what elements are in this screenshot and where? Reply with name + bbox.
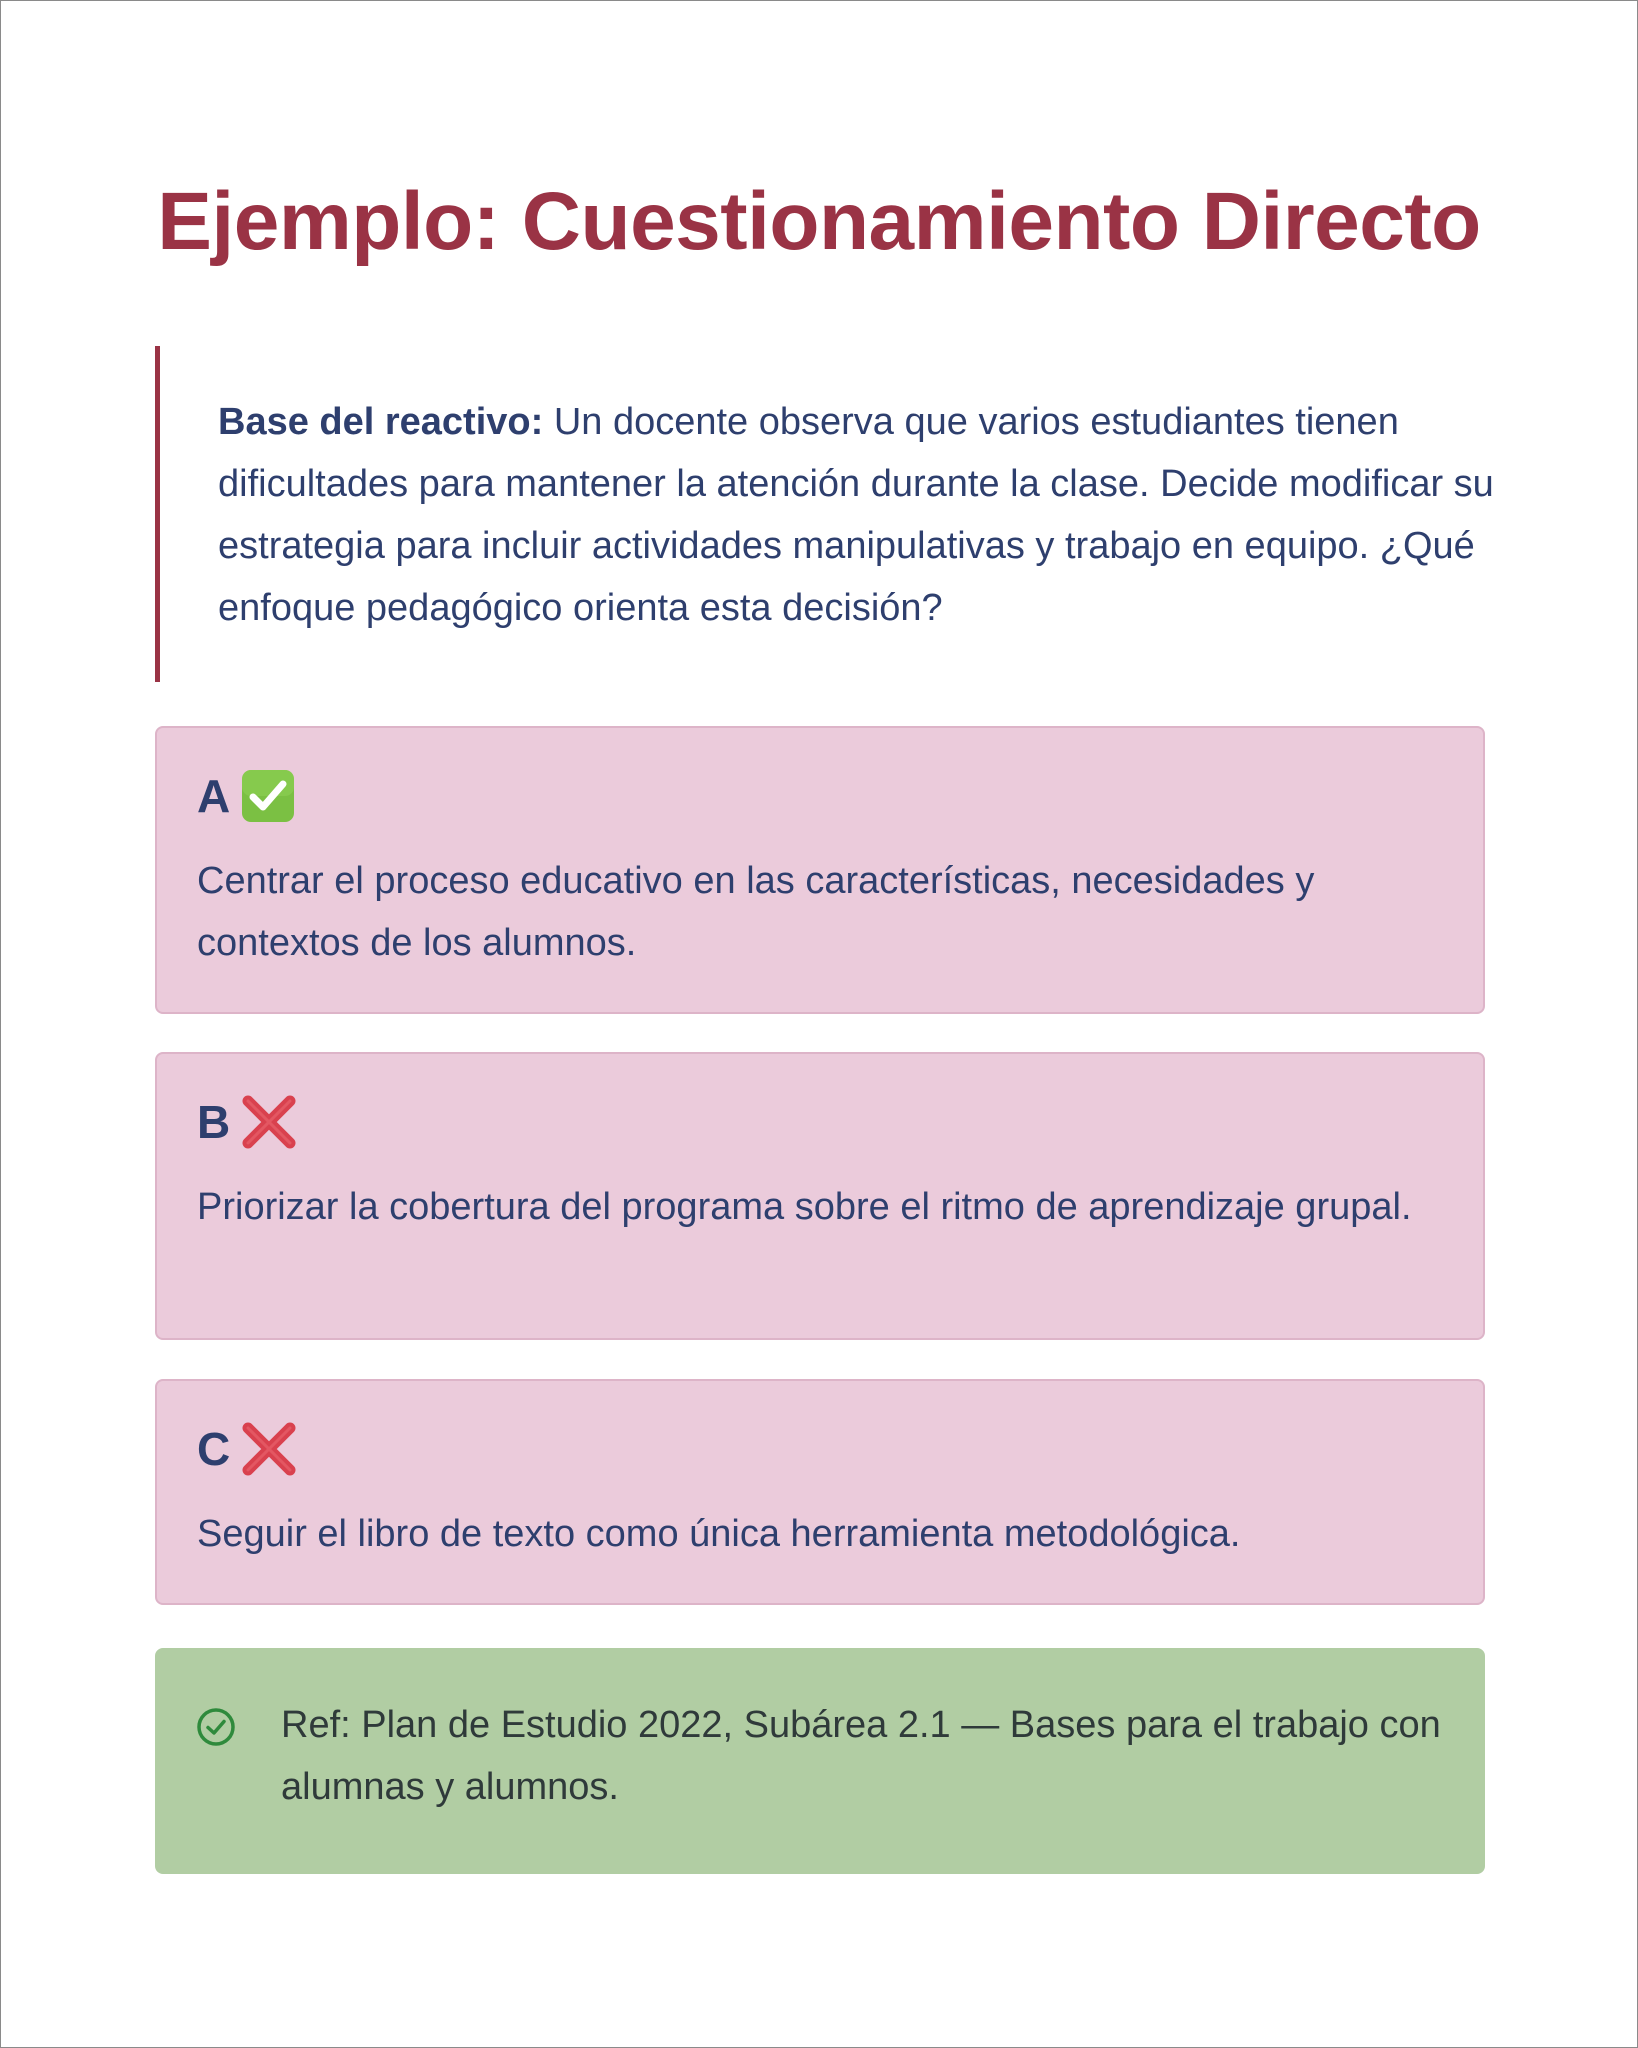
- page-title: Ejemplo: Cuestionamiento Directo: [157, 176, 1481, 267]
- reference-text: Ref: Plan de Estudio 2022, Subárea 2.1 — Bases para el trabajo con alumnas y alumnos.: [281, 1704, 1441, 1808]
- option-c: [155, 1379, 1485, 1605]
- cross-mark-icon: [240, 1420, 298, 1478]
- reference-box: [155, 1648, 1485, 1874]
- option-text: Seguir el libro de texto como única herramienta metodológica.: [197, 1513, 1241, 1555]
- stem-label: Base del reactivo:: [218, 401, 544, 443]
- option-text: Priorizar la cobertura del programa sobre el ritmo de aprendizaje grupal.: [197, 1186, 1412, 1228]
- option-b-header: [197, 1092, 298, 1152]
- question-stem-text: [218, 391, 1498, 639]
- option-b: [155, 1052, 1485, 1340]
- question-stem: [155, 346, 1494, 682]
- option-c-header: [197, 1419, 298, 1479]
- option-text: Centrar el proceso educativo en las características, necesidades y contextos de los alumnos.: [197, 860, 1315, 964]
- option-a-header: [197, 766, 296, 826]
- option-a: [155, 726, 1485, 1014]
- cross-mark-icon: [240, 1093, 298, 1151]
- option-letter: A: [197, 770, 231, 822]
- check-circle-icon: [195, 1706, 237, 1748]
- option-letter: C: [197, 1423, 231, 1475]
- stem-body: Un docente observa que varios estudiantes tienen dificultades para mantener la atención durante la clase. Decide modificar su estrategia para incluir actividades manipulativas y trabajo en equipo. ¿Qué enfoque pedagógico orienta esta decisión?: [218, 401, 1494, 629]
- check-mark-icon: [240, 768, 296, 824]
- option-letter: B: [197, 1096, 231, 1148]
